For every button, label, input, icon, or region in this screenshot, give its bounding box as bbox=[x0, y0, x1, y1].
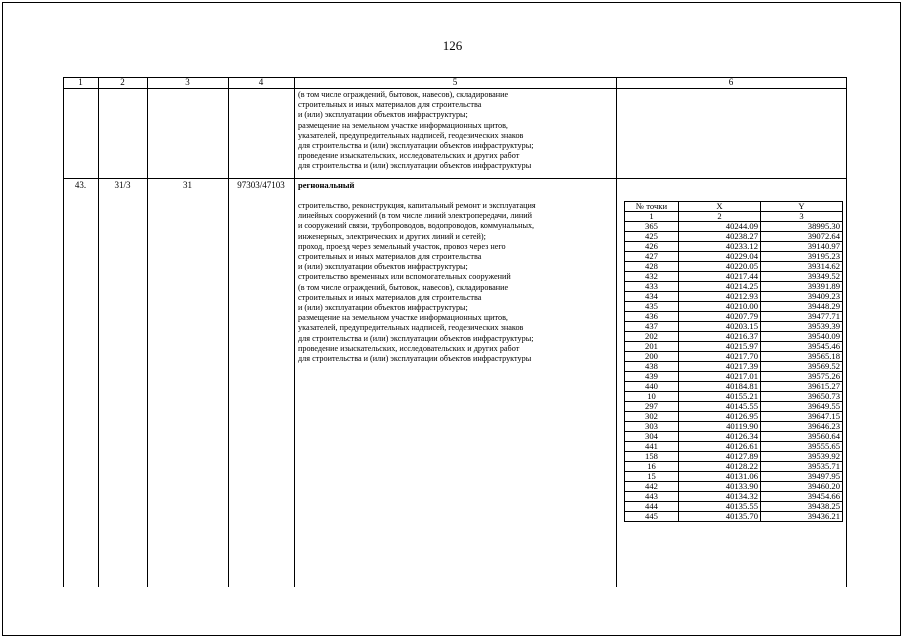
coord-row bbox=[625, 252, 843, 262]
coord-cell-x: 40184.81 bbox=[679, 382, 761, 392]
coord-cell-x: 40215.97 bbox=[679, 342, 761, 352]
row-title: регнональный bbox=[298, 180, 355, 190]
coord-cell-point: 444 bbox=[625, 502, 679, 512]
coord-cell-point: 303 bbox=[625, 422, 679, 432]
coord-row bbox=[625, 292, 843, 302]
coord-cell-x: 40127.89 bbox=[679, 452, 761, 462]
coord-cell-point: 434 bbox=[625, 292, 679, 302]
coord-cell-y: 39650.73 bbox=[761, 392, 843, 402]
coord-cell-x: 40217.39 bbox=[679, 362, 761, 372]
col-border-2 bbox=[147, 77, 148, 587]
coord-cell-y: 39349.52 bbox=[761, 272, 843, 282]
coord-cell-x: 40135.70 bbox=[679, 512, 761, 522]
coord-row bbox=[625, 352, 843, 362]
coord-cell-point: 297 bbox=[625, 402, 679, 412]
coord-cell-x: 40210.00 bbox=[679, 302, 761, 312]
coord-cell-point: 432 bbox=[625, 272, 679, 282]
text-line: для строительства и (или) эксплуатации объектов инфраструктуры; bbox=[298, 333, 534, 343]
row-description bbox=[298, 201, 536, 364]
coord-cell-x: 40244.09 bbox=[679, 222, 761, 232]
header-col-4: 4 bbox=[258, 77, 264, 87]
coord-cell-x: 40238.27 bbox=[679, 232, 761, 242]
coord-cell-y: 39539.39 bbox=[761, 322, 843, 332]
coord-row bbox=[625, 332, 843, 342]
text-line: (в том числе ограждений, бытовок, навесов), складирование bbox=[298, 90, 509, 99]
row-col-3: 31 bbox=[183, 180, 192, 190]
coord-row bbox=[625, 472, 843, 482]
coord-cell-y: 39565.18 bbox=[761, 352, 843, 362]
coord-cell-y: 39391.89 bbox=[761, 282, 843, 292]
coord-cell-y: 39555.65 bbox=[761, 442, 843, 452]
text-line: строительных и иных материалов для строительства bbox=[298, 292, 482, 302]
coord-subheader-row bbox=[625, 212, 843, 222]
coord-cell-y: 39454.66 bbox=[761, 492, 843, 502]
coord-cell-x: 40233.12 bbox=[679, 242, 761, 252]
coord-cell-x: 40217.70 bbox=[679, 352, 761, 362]
coord-cell-point: 158 bbox=[625, 452, 679, 462]
coord-row bbox=[625, 432, 843, 442]
coord-cell-point: 428 bbox=[625, 262, 679, 272]
coord-cell-y: 39436.21 bbox=[761, 512, 843, 522]
header-bottom-line bbox=[63, 88, 847, 89]
coord-cell-y: 39540.09 bbox=[761, 332, 843, 342]
coord-row bbox=[625, 262, 843, 272]
coord-cell-point: 365 bbox=[625, 222, 679, 232]
coord-row bbox=[625, 392, 843, 402]
coord-cell-x: 40135.55 bbox=[679, 502, 761, 512]
coord-subheader-3: 3 bbox=[761, 212, 843, 222]
coord-header-y: Y bbox=[761, 202, 843, 212]
coord-cell-point: 437 bbox=[625, 322, 679, 332]
coord-subheader-1: 1 bbox=[625, 212, 679, 222]
coord-cell-point: 426 bbox=[625, 242, 679, 252]
coord-cell-point: 200 bbox=[625, 352, 679, 362]
coord-cell-y: 39647.15 bbox=[761, 412, 843, 422]
coord-cell-y: 39575.26 bbox=[761, 372, 843, 382]
coord-cell-y: 39448.29 bbox=[761, 302, 843, 312]
coord-header-x: X bbox=[679, 202, 761, 212]
header-col-1: 1 bbox=[78, 77, 83, 87]
coord-row bbox=[625, 372, 843, 382]
coord-row bbox=[625, 492, 843, 502]
coord-cell-point: 433 bbox=[625, 282, 679, 292]
coord-cell-x: 40229.04 bbox=[679, 252, 761, 262]
coord-row bbox=[625, 462, 843, 472]
coord-row bbox=[625, 512, 843, 522]
text-line: строительных и иных материалов для строительства bbox=[298, 100, 482, 110]
coord-cell-y: 39649.55 bbox=[761, 402, 843, 412]
coord-cell-y: 39545.46 bbox=[761, 342, 843, 352]
row-col-2: 31/3 bbox=[114, 180, 131, 190]
text-line: и (или) эксплуатации объектов инфраструктуры; bbox=[298, 303, 468, 313]
coord-row bbox=[625, 242, 843, 252]
coordinates-table bbox=[624, 201, 843, 522]
row-col-4: 97303/47103 bbox=[237, 180, 285, 190]
coord-cell-x: 40133.90 bbox=[679, 482, 761, 492]
coord-cell-x: 40134.32 bbox=[679, 492, 761, 502]
text-line: строительных и иных материалов для строительства bbox=[298, 252, 482, 262]
header-col-6: 6 bbox=[728, 77, 734, 87]
text-line: указателей, предупредительных надписей, геодезических знаков bbox=[298, 130, 524, 140]
coord-cell-y: 39072.64 bbox=[761, 232, 843, 242]
coord-cell-x: 40217.01 bbox=[679, 372, 761, 382]
coord-cell-y: 39314.62 bbox=[761, 262, 843, 272]
coord-cell-point: 439 bbox=[625, 372, 679, 382]
row-number: 43. bbox=[74, 180, 87, 190]
coord-cell-point: 15 bbox=[625, 472, 679, 482]
coord-cell-point: 202 bbox=[625, 332, 679, 342]
coord-cell-x: 40203.15 bbox=[679, 322, 761, 332]
coord-row bbox=[625, 232, 843, 242]
coord-row bbox=[625, 272, 843, 282]
coord-cell-y: 38995.30 bbox=[761, 222, 843, 232]
coord-cell-y: 39195.23 bbox=[761, 252, 843, 262]
coord-cell-x: 40207.79 bbox=[679, 312, 761, 322]
coord-row bbox=[625, 312, 843, 322]
coord-cell-point: 440 bbox=[625, 382, 679, 392]
coord-cell-point: 304 bbox=[625, 432, 679, 442]
coord-row bbox=[625, 362, 843, 372]
coord-cell-y: 39535.71 bbox=[761, 462, 843, 472]
text-line: для строительства и (или) эксплуатации объектов инфраструктуры bbox=[298, 161, 532, 171]
coord-cell-x: 40216.37 bbox=[679, 332, 761, 342]
coord-cell-point: 427 bbox=[625, 252, 679, 262]
col-border-0 bbox=[63, 77, 64, 587]
coord-cell-y: 39560.64 bbox=[761, 432, 843, 442]
coord-cell-y: 39615.27 bbox=[761, 382, 843, 392]
col-border-5 bbox=[616, 77, 617, 587]
text-line: строительство временных или вспомогательных сооружений bbox=[298, 272, 511, 282]
coord-cell-point: 16 bbox=[625, 462, 679, 472]
text-line: строительство, реконструкция, капитальный ремонт и эксплуатация bbox=[298, 201, 536, 210]
coord-cell-x: 40155.21 bbox=[679, 392, 761, 402]
row-separator-line bbox=[63, 178, 847, 179]
text-line: проведение изыскательских, исследовательских и других работ bbox=[298, 343, 520, 353]
coord-cell-point: 445 bbox=[625, 512, 679, 522]
text-line: размещение на земельном участке информационных щитов, bbox=[298, 313, 508, 323]
coord-cell-point: 441 bbox=[625, 442, 679, 452]
coord-cell-x: 40128.22 bbox=[679, 462, 761, 472]
coord-header-row bbox=[625, 202, 843, 212]
text-line: и (или) эксплуатации объектов инфраструктуры; bbox=[298, 110, 468, 120]
col-border-3 bbox=[228, 77, 229, 587]
coord-cell-x: 40212.93 bbox=[679, 292, 761, 302]
coord-cell-point: 435 bbox=[625, 302, 679, 312]
coord-cell-y: 39646.23 bbox=[761, 422, 843, 432]
coord-cell-y: 39438.25 bbox=[761, 502, 843, 512]
text-line: инженерных, электрических и других линий и сетей); bbox=[298, 231, 486, 241]
text-line: и (или) эксплуатации объектов инфраструктуры; bbox=[298, 262, 468, 272]
coord-header-point: № точки bbox=[625, 202, 679, 212]
continuation-text bbox=[298, 90, 533, 172]
text-line: для строительства и (или) эксплуатации объектов инфраструктуры; bbox=[298, 141, 534, 151]
text-line: указателей, предупредительных надписей, геодезических знаков bbox=[298, 323, 524, 333]
coord-cell-x: 40126.34 bbox=[679, 432, 761, 442]
coord-subheader-2: 2 bbox=[679, 212, 761, 222]
coord-cell-x: 40131.06 bbox=[679, 472, 761, 482]
text-line: для строительства и (или) эксплуатации объектов инфраструктуры bbox=[298, 354, 532, 364]
coord-row bbox=[625, 422, 843, 432]
col-border-6 bbox=[846, 77, 847, 587]
header-col-3: 3 bbox=[185, 77, 190, 87]
coord-cell-x: 40217.44 bbox=[679, 272, 761, 282]
coord-cell-y: 39539.92 bbox=[761, 452, 843, 462]
coord-row bbox=[625, 222, 843, 232]
text-line: проведение изыскательских, исследовательских и других работ bbox=[298, 151, 520, 161]
text-line: и сооружений связи, трубопроводов, водопроводов, коммунальных, bbox=[298, 221, 535, 231]
coord-row bbox=[625, 302, 843, 312]
coord-cell-y: 39460.20 bbox=[761, 482, 843, 492]
header-col-2: 2 bbox=[120, 77, 125, 87]
coord-cell-y: 39569.52 bbox=[761, 362, 843, 372]
page-number: 126 bbox=[442, 38, 463, 53]
coord-cell-point: 442 bbox=[625, 482, 679, 492]
text-line: размещение на земельном участке информационных щитов, bbox=[298, 120, 508, 130]
header-col-5: 5 bbox=[452, 77, 458, 87]
coord-cell-x: 40214.25 bbox=[679, 282, 761, 292]
coord-row bbox=[625, 452, 843, 462]
coord-cell-x: 40145.55 bbox=[679, 402, 761, 412]
coord-cell-point: 302 bbox=[625, 412, 679, 422]
coord-cell-point: 438 bbox=[625, 362, 679, 372]
text-line: проход, проезд через земельный участок, провоз через него bbox=[298, 241, 506, 251]
text-line: линейных сооружений (в том числе линий электропередачи, линий bbox=[298, 211, 533, 221]
coord-cell-x: 40126.95 bbox=[679, 412, 761, 422]
coord-cell-point: 425 bbox=[625, 232, 679, 242]
coord-cell-x: 40126.61 bbox=[679, 442, 761, 452]
col-border-1 bbox=[98, 77, 99, 587]
coord-row bbox=[625, 412, 843, 422]
coord-row bbox=[625, 342, 843, 352]
coord-cell-y: 39477.71 bbox=[761, 312, 843, 322]
coord-cell-y: 39140.97 bbox=[761, 242, 843, 252]
coord-cell-x: 40220.05 bbox=[679, 262, 761, 272]
col-border-4 bbox=[294, 77, 295, 587]
coord-row bbox=[625, 482, 843, 492]
coord-cell-point: 10 bbox=[625, 392, 679, 402]
coord-row bbox=[625, 382, 843, 392]
coord-row bbox=[625, 402, 843, 412]
coord-cell-point: 443 bbox=[625, 492, 679, 502]
text-line: (в том числе ограждений, бытовок, навесов), складирование bbox=[298, 282, 509, 292]
coord-cell-y: 39409.23 bbox=[761, 292, 843, 302]
coord-row bbox=[625, 322, 843, 332]
coord-cell-point: 201 bbox=[625, 342, 679, 352]
coord-row bbox=[625, 502, 843, 512]
coord-row bbox=[625, 282, 843, 292]
coord-row bbox=[625, 442, 843, 452]
coord-cell-x: 40119.90 bbox=[679, 422, 761, 432]
coord-cell-point: 436 bbox=[625, 312, 679, 322]
coord-cell-y: 39497.95 bbox=[761, 472, 843, 482]
